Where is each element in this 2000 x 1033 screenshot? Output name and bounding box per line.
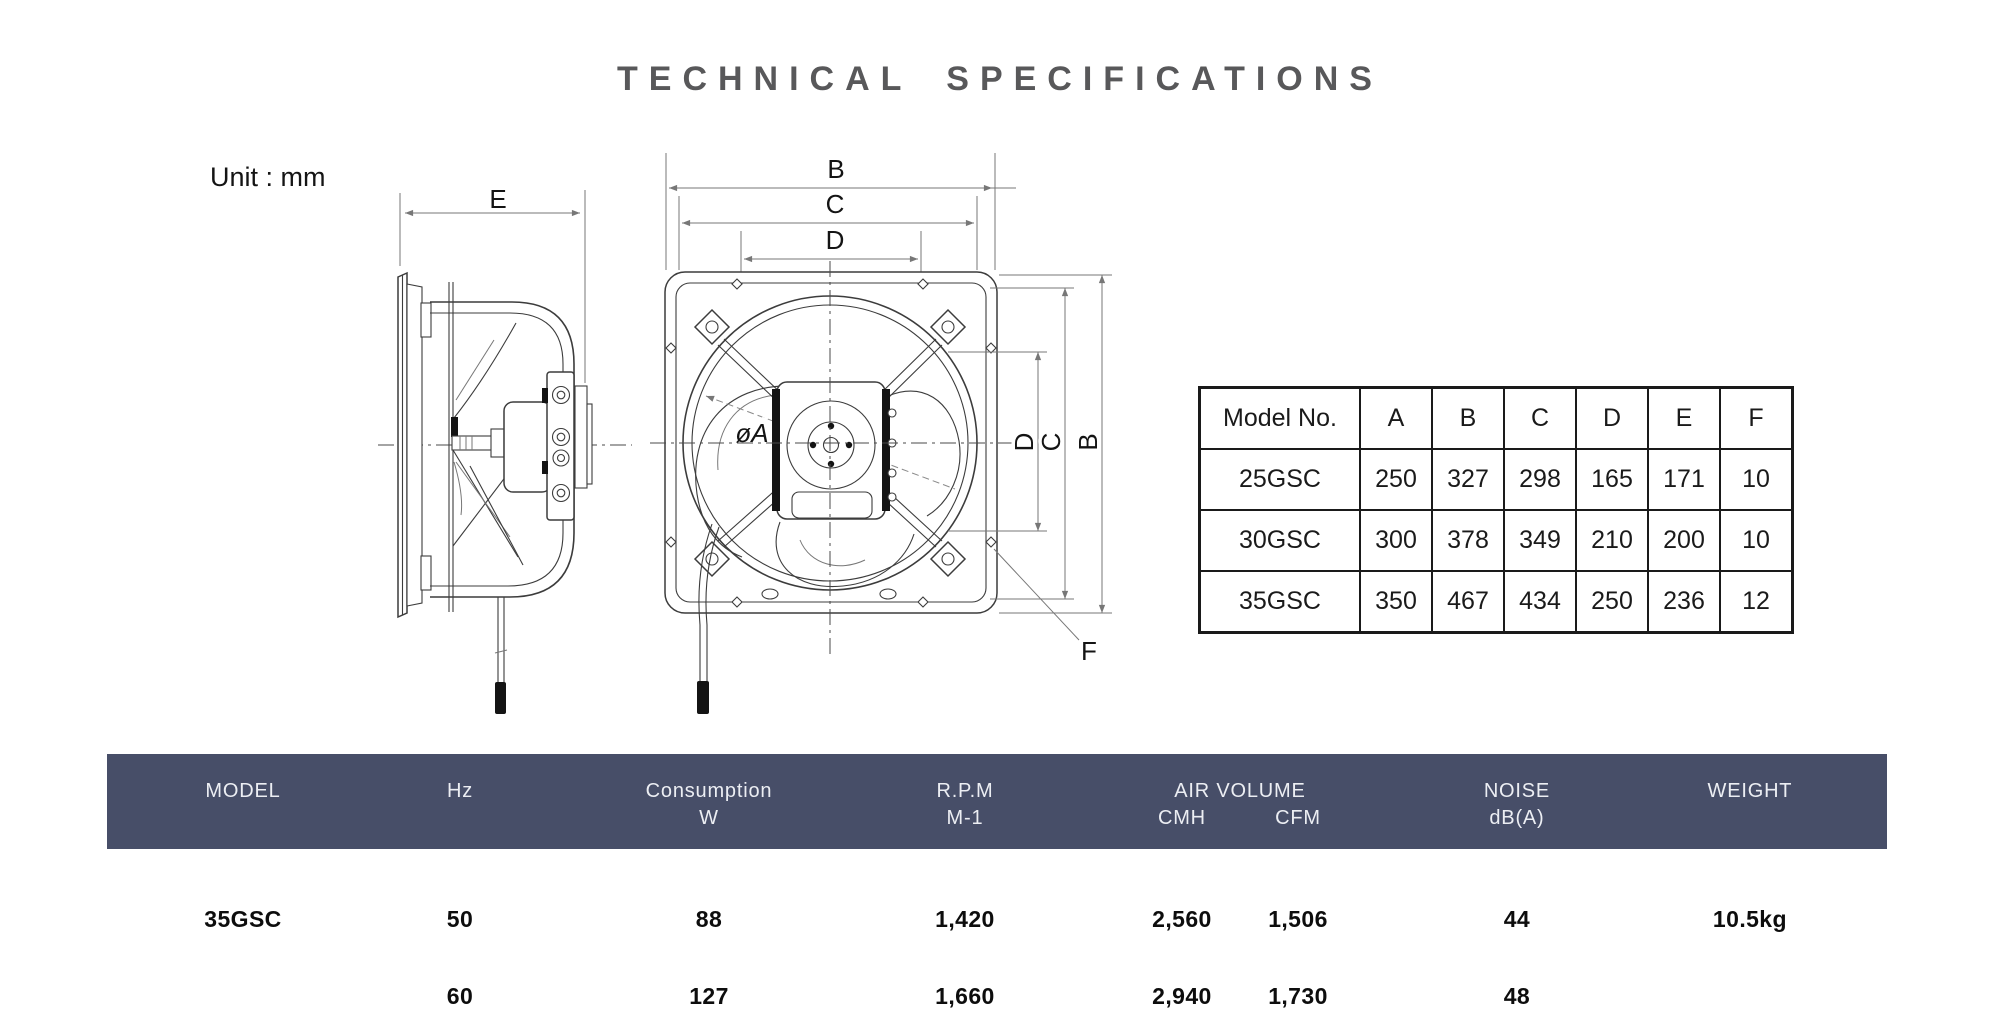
dim-cell: 210 <box>1576 510 1648 571</box>
spec-value-noise: 44 <box>1503 906 1531 932</box>
fan-technical-drawing <box>280 148 1140 730</box>
spec-value-rpm: 1,420 <box>935 906 995 932</box>
dim-cell: 200 <box>1648 510 1720 571</box>
dim-cell: 250 <box>1576 571 1648 633</box>
spec-value-consumption: 127 <box>689 983 729 1009</box>
spec-header-line2 <box>107 807 1887 833</box>
spec-value-weight: 10.5kg <box>1712 906 1787 932</box>
spec-value-cfm: 1,506 <box>1268 906 1328 932</box>
spec-value-cmh: 2,940 <box>1152 983 1212 1009</box>
spec-value-noise: 48 <box>1503 983 1531 1009</box>
spec-header-line1 <box>107 780 1887 806</box>
spec-subcol-cfm: CFM <box>1275 807 1321 829</box>
dim-cell: 30GSC <box>1200 510 1361 571</box>
spec-subcol-watt: W <box>699 807 719 829</box>
spec-value-cfm: 1,730 <box>1268 983 1328 1009</box>
page-title: TECHNICAL SPECIFICATIONS <box>617 60 1383 98</box>
dim-cell: 467 <box>1432 571 1504 633</box>
dim-header-a: A <box>1360 388 1432 450</box>
dim-cell: 350 <box>1360 571 1432 633</box>
dim-label-d-right: D <box>1009 432 1039 452</box>
front-view-drawing <box>650 153 1112 714</box>
dim-label-e: E <box>489 184 507 214</box>
dim-cell: 12 <box>1720 571 1793 633</box>
spec-value-hz: 50 <box>446 906 474 932</box>
spec-col-weight: WEIGHT <box>1707 780 1793 802</box>
dim-cell: 25GSC <box>1200 449 1361 510</box>
dim-header-b: B <box>1432 388 1504 450</box>
dim-cell: 236 <box>1648 571 1720 633</box>
dimension-table-header-row <box>1200 388 1793 450</box>
spec-col-hz: Hz <box>446 780 473 802</box>
dim-header-model: Model No. <box>1200 388 1361 450</box>
spec-subcol-cmh: CMH <box>1157 807 1206 829</box>
spec-subcol-m1: M-1 <box>946 807 984 829</box>
dim-cell: 378 <box>1432 510 1504 571</box>
spec-value-cmh: 2,560 <box>1152 906 1212 932</box>
dim-label-b-top: B <box>827 154 845 184</box>
dim-cell: 298 <box>1504 449 1576 510</box>
dimension-table-row-30gsc <box>1200 510 1793 571</box>
dim-label-c-right: C <box>1036 432 1066 452</box>
spec-value-consumption: 88 <box>695 906 723 932</box>
motor-hub <box>772 382 896 519</box>
spec-col-rpm: R.P.M <box>936 780 994 802</box>
dim-cell: 10 <box>1720 510 1793 571</box>
dim-cell: 250 <box>1360 449 1432 510</box>
dim-header-e: E <box>1648 388 1720 450</box>
dim-label-d-top: D <box>825 225 845 255</box>
dimension-table-row-35gsc <box>1200 571 1793 633</box>
dim-header-c: C <box>1504 388 1576 450</box>
spec-col-model: MODEL <box>205 780 281 802</box>
dim-cell: 171 <box>1648 449 1720 510</box>
dim-cell: 327 <box>1432 449 1504 510</box>
dim-cell: 434 <box>1504 571 1576 633</box>
dim-cell: 10 <box>1720 449 1793 510</box>
dim-label-f: F <box>1081 636 1097 666</box>
dim-cell: 300 <box>1360 510 1432 571</box>
spec-subcol-dba: dB(A) <box>1489 807 1545 829</box>
dim-cell: 35GSC <box>1200 571 1361 633</box>
dim-cell: 349 <box>1504 510 1576 571</box>
spec-col-noise: NOISE <box>1483 780 1551 802</box>
side-view-drawing <box>378 184 632 714</box>
dimension-table <box>1198 386 1794 634</box>
spec-data-row-50hz <box>107 906 1887 932</box>
dia-a-label: øA <box>735 418 769 448</box>
dim-cell: 165 <box>1576 449 1648 510</box>
spec-data-row-60hz <box>107 983 1887 1009</box>
power-cable-side <box>495 597 507 714</box>
dim-label-b-right: B <box>1073 433 1103 451</box>
spec-col-consumption: Consumption <box>645 780 773 802</box>
dim-label-c-top: C <box>825 189 845 219</box>
dim-header-f: F <box>1720 388 1793 450</box>
dim-header-d: D <box>1576 388 1648 450</box>
dimension-table-row-25gsc <box>1200 449 1793 510</box>
spec-value-model: 35GSC <box>204 906 282 932</box>
unit-label: Unit : mm <box>210 162 326 192</box>
spec-value-hz: 60 <box>446 983 474 1009</box>
spec-value-rpm: 1,660 <box>935 983 995 1009</box>
spec-col-air-volume: AIR VOLUME <box>1174 780 1306 802</box>
